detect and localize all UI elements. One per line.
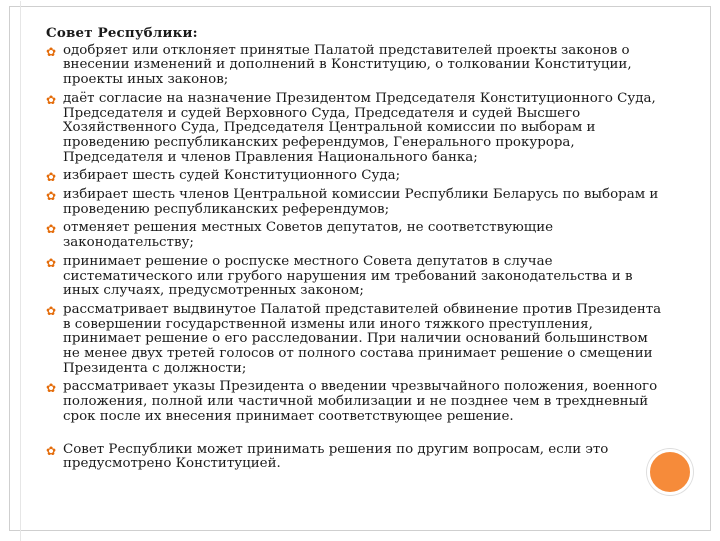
orange-circle-decoration xyxy=(647,449,693,495)
list-item-text: избирает шесть членов Центральной комиссии Республики Беларусь по выборам и проведению республиканских референдумов; xyxy=(63,187,659,217)
flower-bullet-icon: ✿ xyxy=(46,92,57,107)
list-item-text: рассматривает указы Президента о введении чрезвычайного положения, военного положения, полной или частичной мобилизации и не позднее чем в трехдневный срок после их внесения принимает соответствующее решение. xyxy=(63,379,658,424)
list-item xyxy=(46,169,664,184)
list-item-text: избирает шесть судей Конституционного Суда; xyxy=(63,168,401,184)
flower-bullet-icon: ✿ xyxy=(46,44,57,59)
list-item xyxy=(46,221,664,250)
flower-bullet-icon: ✿ xyxy=(46,443,57,458)
list-item xyxy=(46,44,664,88)
list-item xyxy=(46,443,664,472)
list-item xyxy=(46,188,664,217)
flower-bullet-icon: ✿ xyxy=(46,170,57,185)
list-item-text: одобряет или отклоняет принятые Палатой представителей проекты законов о внесении изменений и дополнений в Конституцию, о толковании Конституции, проекты иных законов; xyxy=(63,42,632,88)
flower-bullet-icon: ✿ xyxy=(46,255,57,270)
list-item-text: Совет Республики может принимать решения по другим вопросам, если это предусмотрено Конституцией. xyxy=(63,441,609,472)
slide-content xyxy=(46,26,664,476)
list-item-text: принимает решение о роспуске местного Совета депутатов в случае систематического или грубого нарушения им требований законодательства и в иных случаях, предусмотренных законом; xyxy=(63,253,633,299)
bullet-list xyxy=(46,44,664,472)
list-item-text: рассматривает выдвинутое Палатой представителей обвинение против Президента в совершении государственной измены или иного тяжкого преступления, принимает решение о его расследовании. При наличии оснований большинством не менее двух третей голосов от полного состава принимает решение о смещении Президента с должности; xyxy=(63,301,662,376)
list-item xyxy=(46,92,664,166)
list-item xyxy=(46,255,664,299)
list-item-text: даёт согласие на назначение Президентом Председателя Конституционного Суда, Председателя и судей Верховного Суда, Председателя и судей Высшего Хозяйственного Суда, Председателя Центральной комиссии по выборам и проведению республиканских референдумов, Генерального прокурора, Председателя и членов Правления Национального банка; xyxy=(63,90,656,165)
flower-bullet-icon: ✿ xyxy=(46,189,57,204)
list-item xyxy=(46,303,664,377)
list-item xyxy=(46,380,664,424)
flower-bullet-icon: ✿ xyxy=(46,303,57,318)
flower-bullet-icon: ✿ xyxy=(46,381,57,396)
flower-bullet-icon: ✿ xyxy=(46,222,57,237)
list-item-text: отменяет решения местных Советов депутатов, не соответствующие законодательству; xyxy=(63,220,554,251)
slide-heading: Совет Республики: xyxy=(46,25,198,41)
